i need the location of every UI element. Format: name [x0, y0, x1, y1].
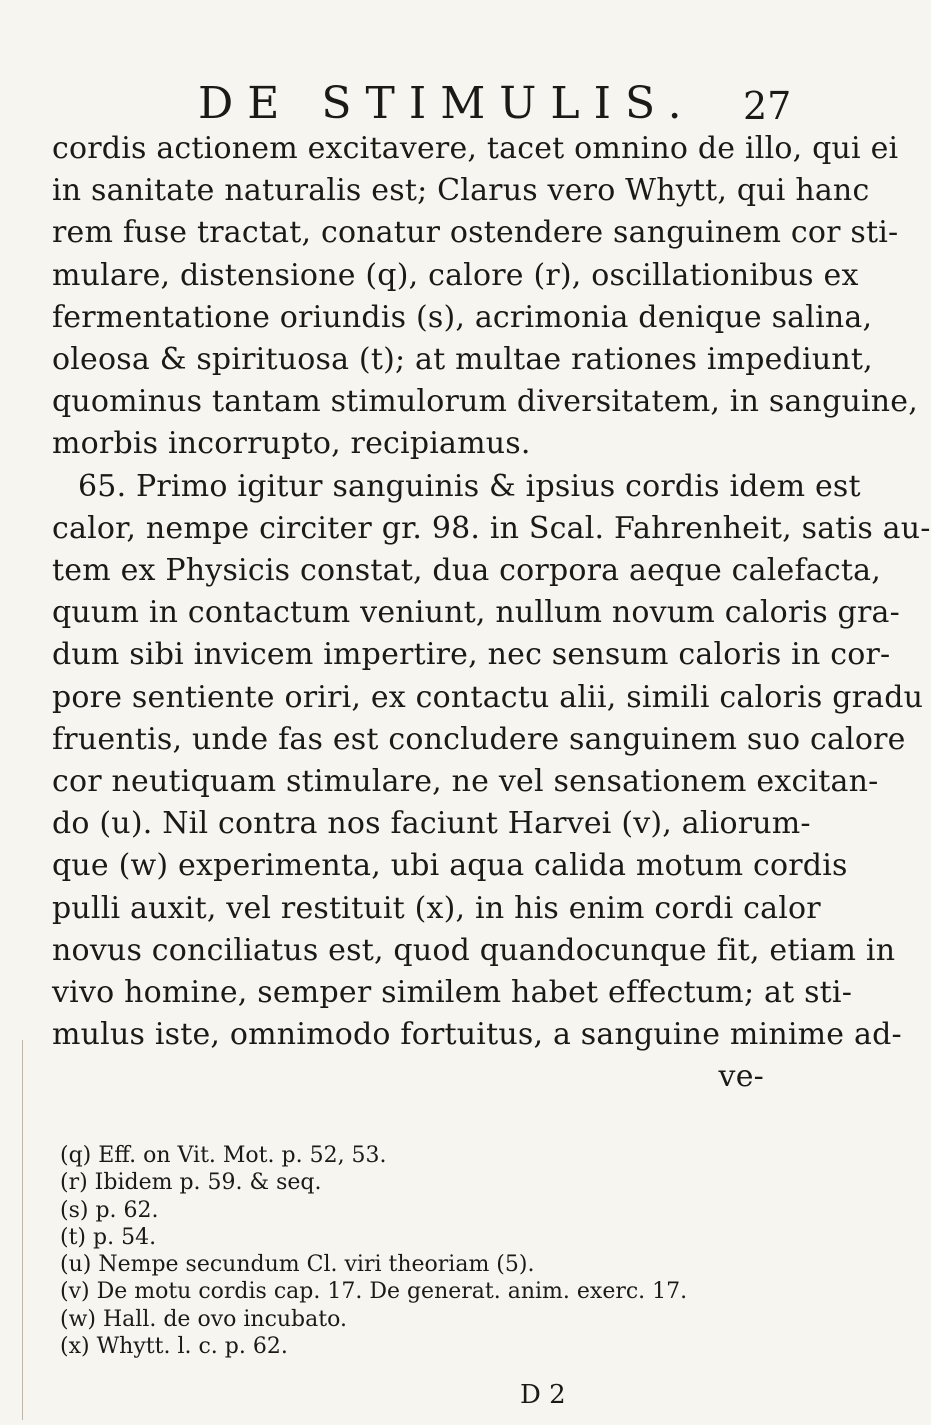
text-line: mulare, distensione (q), calore (r), oscillationibus ex	[52, 257, 859, 293]
text-line: quum in contactum veniunt, nullum novum caloris gra-	[52, 595, 900, 631]
text-line: oleosa & spirituosa (t); at multae rationes impediunt,	[52, 342, 873, 378]
footnote: (v) De motu cordis cap. 17. De generat. anim. exerc. 17.	[60, 1279, 688, 1305]
footnote: (r) Ibidem p. 59. & seq.	[60, 1170, 322, 1196]
text-line: dum sibi invicem impertire, nec sensum caloris in cor-	[52, 637, 891, 673]
page-header	[0, 78, 800, 128]
margin-rule	[22, 1040, 23, 1420]
text-line: cordis actionem excitavere, tacet omnino de illo, qui ei	[52, 131, 899, 166]
signature-mark: D 2	[520, 1380, 566, 1410]
body-text	[52, 128, 931, 1099]
text-line: rem fuse tractat, conatur ostendere sanguinem cor sti-	[52, 215, 899, 251]
footnotes	[60, 1142, 780, 1360]
text-line: calor, nempe circiter gr. 98. in Scal. Fahrenheit, satis au-	[52, 510, 931, 546]
text-line: pore sentiente oriri, ex contactu alii, simili caloris gradu	[52, 679, 924, 715]
text-line: mulus iste, omnimodo fortuitus, a sanguine minime ad-	[52, 1017, 902, 1053]
text-line: cor neutiquam stimulare, ne vel sensationem excitan-	[52, 764, 879, 800]
text-line: fermentatione oriundis (s), acrimonia denique salina,	[52, 299, 873, 335]
footnote: (w) Hall. de ovo incubato.	[60, 1306, 347, 1332]
footnote: (t) p. 54.	[60, 1224, 157, 1250]
running-title: DE STIMULIS.	[198, 78, 696, 129]
text-line: fruentis, unde fas est concludere sanguinem suo calore	[52, 721, 906, 757]
catchword: ve-	[718, 1059, 764, 1095]
text-line: in sanitate naturalis est; Clarus vero Whytt, qui hanc	[52, 173, 870, 209]
text-line: vivo homine, semper similem habet effectum; at sti-	[52, 975, 853, 1011]
paragraph-start-line: 65. Primo igitur sanguinis & ipsius cordis idem est	[78, 468, 861, 504]
footnote: (u) Nempe secundum Cl. viri theoriam (5).	[60, 1252, 535, 1278]
footnote: (s) p. 62.	[60, 1197, 159, 1223]
page-number: 27	[743, 84, 792, 128]
text-line: morbis incorrupto, recipiamus.	[52, 426, 531, 462]
text-line: do (u). Nil contra nos faciunt Harvei (v), aliorum-	[52, 806, 811, 842]
text-line: pulli auxit, vel restituit (x), in his enim cordi calor	[52, 890, 821, 926]
text-line: tem ex Physicis constat, dua corpora aeque calefacta,	[52, 553, 881, 589]
text-line: quominus tantam stimulorum diversitatem, in sanguine,	[52, 384, 918, 420]
text-line: novus conciliatus est, quod quandocunque fit, etiam in	[52, 932, 896, 968]
footnote: (x) Whytt. l. c. p. 62.	[60, 1334, 288, 1360]
footnote: (q) Eff. on Vit. Mot. p. 52, 53.	[60, 1143, 387, 1168]
text-line: que (w) experimenta, ubi aqua calida motum cordis	[52, 848, 848, 884]
